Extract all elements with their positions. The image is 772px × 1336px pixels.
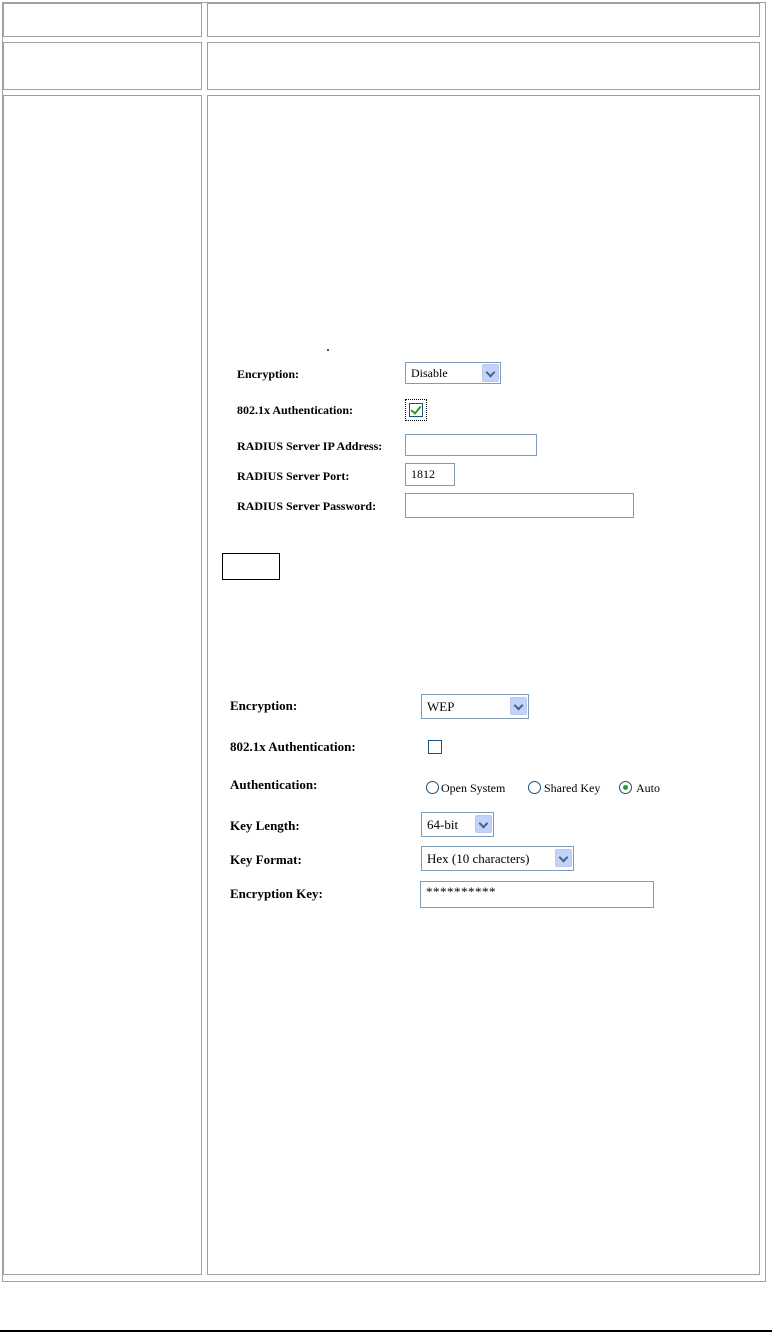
key-format-select[interactable] xyxy=(421,846,574,871)
radio-auto[interactable] xyxy=(619,781,632,794)
radius-port-input[interactable] xyxy=(405,463,455,486)
encryption-key-input[interactable] xyxy=(420,881,654,908)
chevron-down-icon[interactable] xyxy=(482,364,499,382)
radius-password-label: RADIUS Server Password: xyxy=(237,499,377,513)
table-cell-row1-right xyxy=(207,3,760,37)
encryption-key-value: ********** xyxy=(426,884,496,899)
radio-shared-key[interactable] xyxy=(528,781,541,794)
auth-8021x-label: 802.1x Authentication: xyxy=(237,403,354,417)
radius-password-input[interactable] xyxy=(405,493,634,518)
radio-open-system[interactable] xyxy=(426,781,439,794)
encryption-select-value: WEP xyxy=(427,699,455,714)
key-length-value: 64-bit xyxy=(427,817,459,832)
table-cell-row2-left xyxy=(3,42,202,90)
radio-auto-label: Auto xyxy=(636,781,660,795)
auth-8021x-checkbox[interactable] xyxy=(409,403,423,417)
encryption-label: Encryption: xyxy=(237,367,300,381)
table-cell-row1-left xyxy=(3,3,202,37)
radius-ip-input[interactable] xyxy=(405,434,537,456)
table-cell-row3-left xyxy=(3,95,202,1275)
chevron-down-icon[interactable] xyxy=(475,815,492,833)
radius-port-label: RADIUS Server Port: xyxy=(237,469,350,483)
authentication-label: Authentication: xyxy=(230,777,318,792)
key-format-label: Key Format: xyxy=(230,852,302,867)
key-format-value: Hex (10 characters) xyxy=(427,851,530,866)
encryption-wep-panel xyxy=(220,684,676,914)
radius-port-value: 1812 xyxy=(411,467,435,481)
encryption-disable-panel xyxy=(224,358,656,524)
encryption-select[interactable] xyxy=(421,694,529,719)
chevron-down-icon[interactable] xyxy=(510,697,527,715)
encryption-label: Encryption: xyxy=(230,698,298,713)
auth-8021x-checkbox[interactable] xyxy=(428,740,442,754)
stray-dot xyxy=(327,349,329,351)
footer-rule xyxy=(0,1330,772,1332)
radio-open-system-label: Open System xyxy=(441,781,506,795)
encryption-select[interactable] xyxy=(405,362,501,384)
key-length-label: Key Length: xyxy=(230,818,300,833)
blank-button[interactable] xyxy=(222,553,280,580)
chevron-down-icon[interactable] xyxy=(555,849,572,867)
radio-shared-key-label: Shared Key xyxy=(544,781,601,795)
table-cell-row2-right xyxy=(207,42,760,90)
auth-8021x-label: 802.1x Authentication: xyxy=(230,739,356,754)
encryption-key-label: Encryption Key: xyxy=(230,886,323,901)
encryption-select-value: Disable xyxy=(411,366,448,380)
key-length-select[interactable] xyxy=(421,812,494,837)
radius-ip-label: RADIUS Server IP Address: xyxy=(237,439,383,453)
